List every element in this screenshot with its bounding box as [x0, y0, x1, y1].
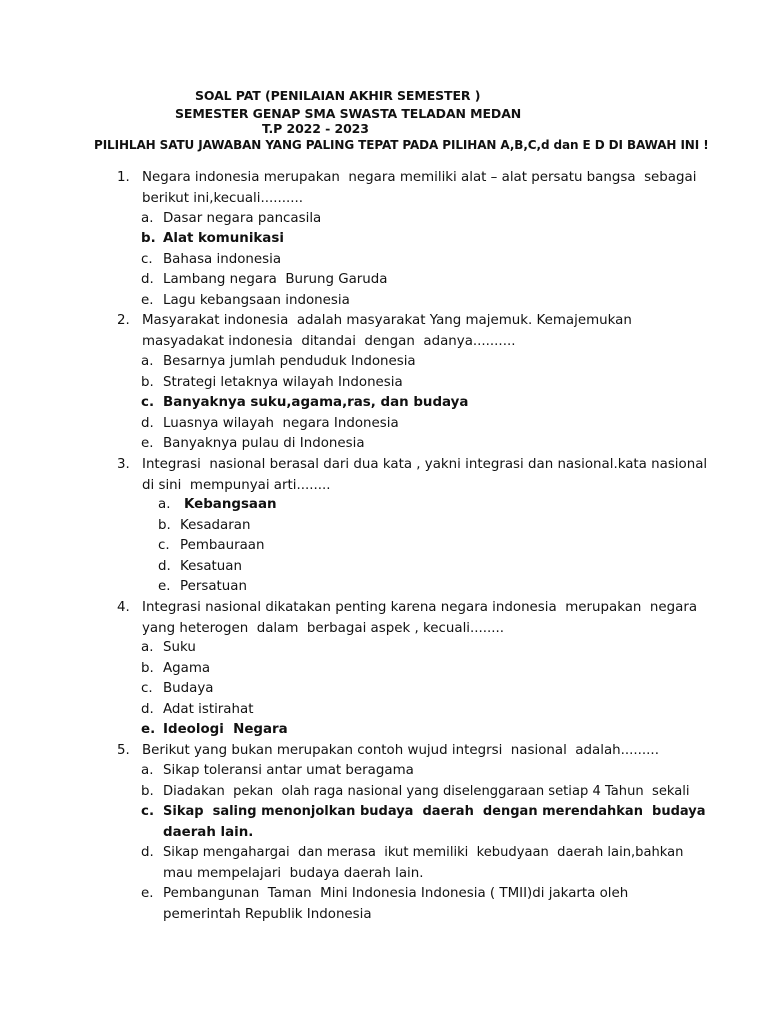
exam-instruction: PILIHLAH SATU JAWABAN YANG PALING TEPAT PADA PILIHAN A,B,C,d dan E D DI BAWAH INI ! [94, 138, 709, 152]
question-text-line-1: Integrasi nasional dikatakan penting karena negara indonesia merupakan negara [142, 600, 698, 615]
question-text-line-1: Masyarakat indonesia adalah masyarakat Yang majemuk. Kemajemukan [142, 313, 632, 328]
question-number: 1. [117, 170, 130, 185]
question-text-line-2: berikut ini,kecuali.......... [142, 191, 304, 206]
question-number: 3. [117, 457, 130, 472]
question-text-line-2: yang heterogen dalam berbagai aspek , kecuali........ [142, 621, 505, 636]
question-number: 4. [117, 600, 130, 615]
exam-title: SOAL PAT (PENILAIAN AKHIR SEMESTER ) [195, 88, 481, 103]
question-text-line-1: Negara indonesia merupakan negara memiliki alat – alat persatu bangsa sebagai [142, 170, 697, 185]
question-text-line-1: Integrasi nasional berasal dari dua kata , yakni integrasi dan nasional.kata nasional [142, 457, 708, 472]
question-number: 5. [117, 743, 130, 758]
question-text-line-2: di sini mempunyai arti........ [142, 478, 331, 493]
question-text-line-2: masyadakat indonesia ditandai dengan adanya.......... [142, 334, 516, 349]
question-number: 2. [117, 313, 130, 328]
exam-page: SOAL PAT (PENILAIAN AKHIR SEMESTER ) SEMESTER GENAP SMA SWASTA TELADAN MEDAN T.P 2022 - 2023 PILIHLAH SATU JAWABAN YANG PALING TEPAT PADA PILIHAN A,B,C,d dan E D DI BAWAH INI ! 1. Negara indonesia merupakan negara memiliki alat – alat persatu bangsa sebagai berikut ini,kecuali.......... a. Dasar negara pancasila b. Alat komunikasi c. Bahasa indonesia d. Lambang negara Burung Garuda e. Lagu kebangsaan indonesia 2. Masyarakat indonesia adalah masyarakat Yang majemuk. Kemajemukan masyadakat indonesia ditandai dengan adanya.......... a. Besarnya jumlah penduduk Indonesia b. Strategi letaknya wilayah Indonesia c. Banyaknya suku,agama,ras, dan budaya d. Luasnya wilayah negara Indonesia e. Banyaknya pulau di Indonesia 3. Integrasi nasional berasal dari dua kata , yakni integrasi dan nasional.kata nasional di sini mempunyai arti........ a. Kebangsaan b. Kesadaran c. Pembauraan d. Kesatuan e. Persatuan 4. Integrasi nasional dikatakan penting karena negara indonesia merupakan negara yang heterogen dalam berbagai aspek , kecuali........ a. Suku b. Agama c. Budaya d. Adat istirahat e. Ideologi Negara 5. Berikut yang bukan merupakan contoh wujud integrsi nasional adalah......... a. Sikap toleransi antar umat beragama b. Diadakan pekan olah raga nasional yang diselenggaraan setiap 4 Tahun sekali c. Sikap saling menonjolkan budaya daerah dengan merendahkan budaya daerah lain. d. Sikap mengahargai dan merasa ikut memiliki kebudyaan daerah lain,bahkan mau mempelajari budaya daerah lain. e. Pembangunan Taman Mini Indonesia Indonesia ( TMII)di jakarta oleh pemerintah Republik Indonesia [94, 88, 709, 922]
exam-semester: SEMESTER GENAP SMA SWASTA TELADAN MEDAN [175, 106, 522, 121]
exam-year: T.P 2022 - 2023 [262, 121, 369, 136]
question-text-line-1: Berikut yang bukan merupakan contoh wujud integrsi nasional adalah......... [142, 743, 659, 758]
